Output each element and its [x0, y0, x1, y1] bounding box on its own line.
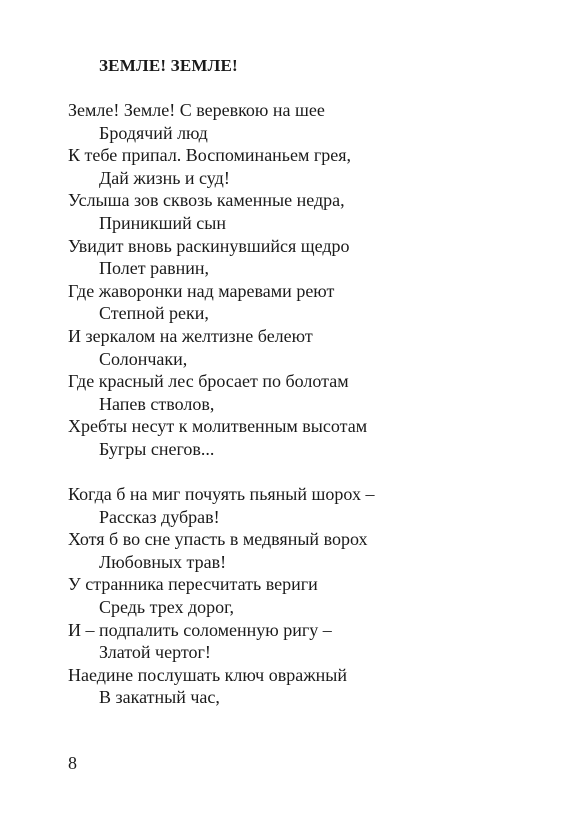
poem-line: Увидит вновь раскинувшийся щедро [68, 235, 350, 256]
poem-line: И – подпалить соломенную ригу – [68, 619, 332, 640]
poem-line: Где красный лес бросает по болотам [68, 371, 349, 392]
poem-line: Степной реки, [99, 303, 209, 324]
poem-line: Когда б на миг почуять пьяный шорох – [68, 484, 375, 504]
poem-line: Любовных трав! [99, 551, 227, 572]
poem-line: Рассказ дубрав! [99, 506, 220, 527]
stanza-2 [68, 483, 548, 709]
poem-line: И зеркалом на желтизне белеют [68, 325, 313, 346]
stanza-1 [68, 99, 548, 461]
poem-line: Где жаворонки над маревами реют [68, 280, 335, 301]
poem-line: Солончаки, [99, 348, 188, 369]
page-number: 8 [68, 753, 77, 773]
poem-line: Услыша зов сквозь каменные недра, [68, 190, 345, 211]
poem-line: Наедине послушать ключ овражный [68, 664, 347, 685]
poem-line: Бугры снегов... [99, 438, 215, 459]
poem-line: Земле! Земле! С веревкою на шее [68, 100, 325, 120]
poem-line: Златой чертог! [99, 642, 211, 663]
poem-line: У странника пересчитать вериги [68, 574, 318, 595]
poem-title: ЗЕМЛЕ! ЗЕМЛЕ! [99, 56, 238, 75]
poem-line: В закатный час, [99, 687, 220, 708]
poem-line: Приникший сын [99, 212, 226, 233]
poem-line: К тебе припал. Воспоминаньем грея, [68, 145, 352, 166]
poem-line: Бродячий люд [99, 122, 208, 143]
poem-line: Хотя б во сне упасть в медвяный ворох [68, 529, 368, 550]
poem-line: Хребты несут к молитвенным высотам [68, 416, 368, 437]
poem-line: Полет равнин, [99, 258, 209, 279]
poem-line: Напев стволов, [99, 393, 215, 414]
poem-line: Дай жизнь и суд! [99, 167, 230, 188]
poem-line: Средь трех дорог, [99, 596, 234, 617]
